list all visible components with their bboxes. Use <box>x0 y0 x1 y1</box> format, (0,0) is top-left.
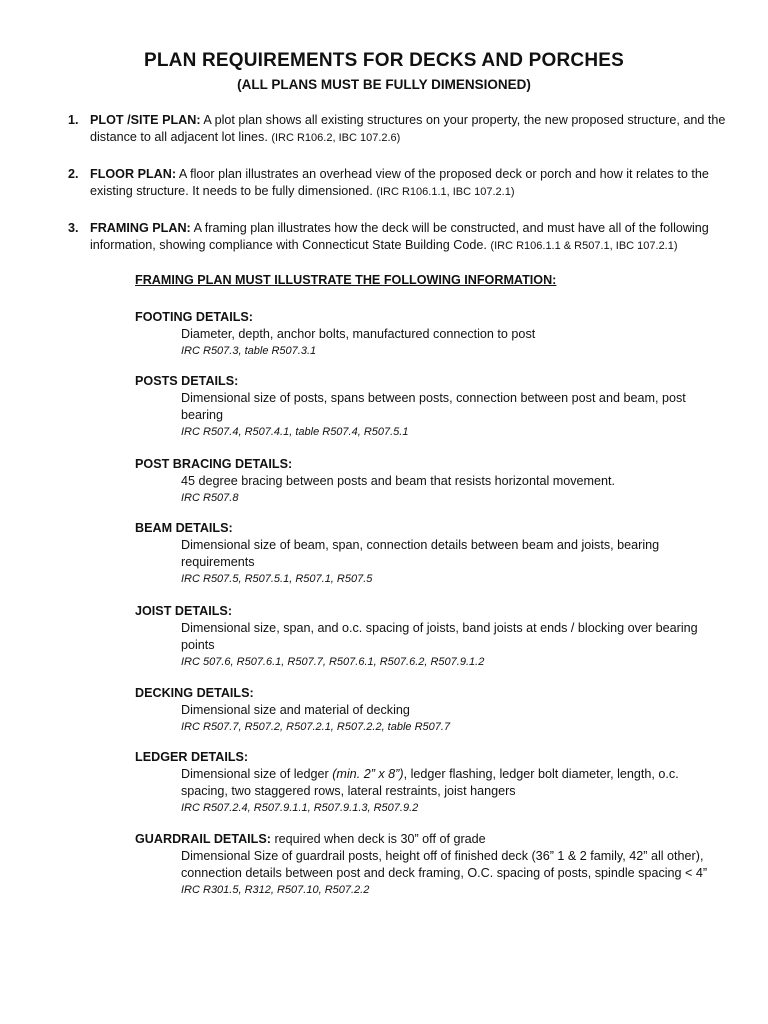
section-code-reference: IRC R301.5, R312, R507.10, R507.2.2 <box>181 884 370 896</box>
page-subtitle: (ALL PLANS MUST BE FULLY DIMENSIONED) <box>237 77 531 92</box>
section-code-reference: IRC R507.5, R507.5.1, R507.1, R507.5 <box>181 573 373 585</box>
list-item-floor-plan <box>68 166 728 201</box>
section-description <box>181 766 701 800</box>
section-code-reference: IRC R507.3, table R507.3.1 <box>181 345 317 357</box>
item-number: 3. <box>68 221 79 235</box>
section-post-bracing-details <box>135 456 735 507</box>
section-heading: FOOTING DETAILS: <box>135 310 253 324</box>
section-ledger-details <box>135 749 735 817</box>
section-heading-note: required when deck is 30” off of grade <box>270 832 486 846</box>
section-heading: LEDGER DETAILS: <box>135 750 249 764</box>
ledger-min-size: (min. 2” x 8”) <box>332 767 404 781</box>
section-code-reference: IRC R507.4, R507.4.1, table R507.4, R507.5.1 <box>181 426 409 438</box>
section-code-reference: IRC 507.6, R507.6.1, R507.7, R507.6.1, R507.6.2, R507.9.1.2 <box>181 656 485 668</box>
list-item-framing-plan <box>68 220 728 255</box>
item-reference: (IRC R106.1.1, IBC 107.2.1) <box>376 186 515 198</box>
section-heading: JOIST DETAILS: <box>135 604 233 618</box>
item-label: PLOT /SITE PLAN: <box>90 113 201 127</box>
section-code-reference: IRC R507.2.4, R507.9.1.1, R507.9.1.3, R507.9.2 <box>181 802 419 814</box>
item-text: A plot plan shows all existing structures on your property, the new proposed structure, and the distance to all adjacent lot lines. <box>90 113 726 144</box>
section-heading: GUARDRAIL DETAILS: <box>135 832 271 846</box>
section-code-reference: IRC R507.7, R507.2, R507.2.1, R507.2.2, table R507.7 <box>181 721 451 733</box>
item-reference: (IRC R106.1.1 & R507.1, IBC 107.2.1) <box>490 240 678 252</box>
ledger-desc-text: Dimensional size of ledger <box>181 767 333 781</box>
section-description: Dimensional size, span, and o.c. spacing of joists, band joists at ends / blocking over bearing points <box>181 621 698 652</box>
item-number: 1. <box>68 113 79 127</box>
list-item-plot-plan <box>68 112 728 147</box>
item-label: FLOOR PLAN: <box>90 167 177 181</box>
ledger-desc-text-rest: , ledger flashing, ledger bolt diameter, length, o.c. spacing, two staggered rows, lateral restraints, joist hangers <box>181 767 679 798</box>
section-guardrail-details <box>135 831 735 899</box>
section-decking-details <box>135 685 735 736</box>
framing-requirements-heading: FRAMING PLAN MUST ILLUSTRATE THE FOLLOWING INFORMATION: <box>135 273 557 287</box>
section-joist-details <box>135 603 735 671</box>
section-description: Dimensional size of beam, span, connection details between beam and joists, bearing requirements <box>181 538 660 569</box>
item-text: A floor plan illustrates an overhead view of the proposed deck or porch and how it relates to the existing structure. It needs to be fully dimensioned. <box>90 167 709 198</box>
item-reference: (IRC R106.2, IBC 107.2.6) <box>271 132 401 144</box>
section-heading: DECKING DETAILS: <box>135 686 254 700</box>
section-heading: POST BRACING DETAILS: <box>135 457 293 471</box>
section-description: Diameter, depth, anchor bolts, manufactured connection to post <box>181 327 536 341</box>
section-posts-details <box>135 373 735 441</box>
section-beam-details <box>135 520 735 588</box>
section-footing-details <box>135 309 735 360</box>
section-heading-line <box>135 831 735 848</box>
section-heading: POSTS DETAILS: <box>135 374 239 388</box>
page-title: PLAN REQUIREMENTS FOR DECKS AND PORCHES <box>143 50 625 71</box>
item-number: 2. <box>68 167 79 181</box>
section-heading: BEAM DETAILS: <box>135 521 233 535</box>
item-label: FRAMING PLAN: <box>90 221 191 235</box>
section-description: 45 degree bracing between posts and beam that resists horizontal movement. <box>181 474 616 488</box>
section-description: Dimensional size and material of decking <box>181 703 410 717</box>
item-text: A framing plan illustrates how the deck will be constructed, and must have all of the following information, showing compliance with Connecticut State Building Code. <box>90 221 709 252</box>
section-description: Dimensional Size of guardrail posts, height off of finished deck (36” 1 & 2 family, 42” all other), connection details between post and deck framing, O.C. spacing of posts, spindle spacing < 4” <box>181 849 708 880</box>
section-code-reference: IRC R507.8 <box>181 492 239 504</box>
section-description: Dimensional size of posts, spans between posts, connection between post and beam, post bearing <box>181 391 686 422</box>
